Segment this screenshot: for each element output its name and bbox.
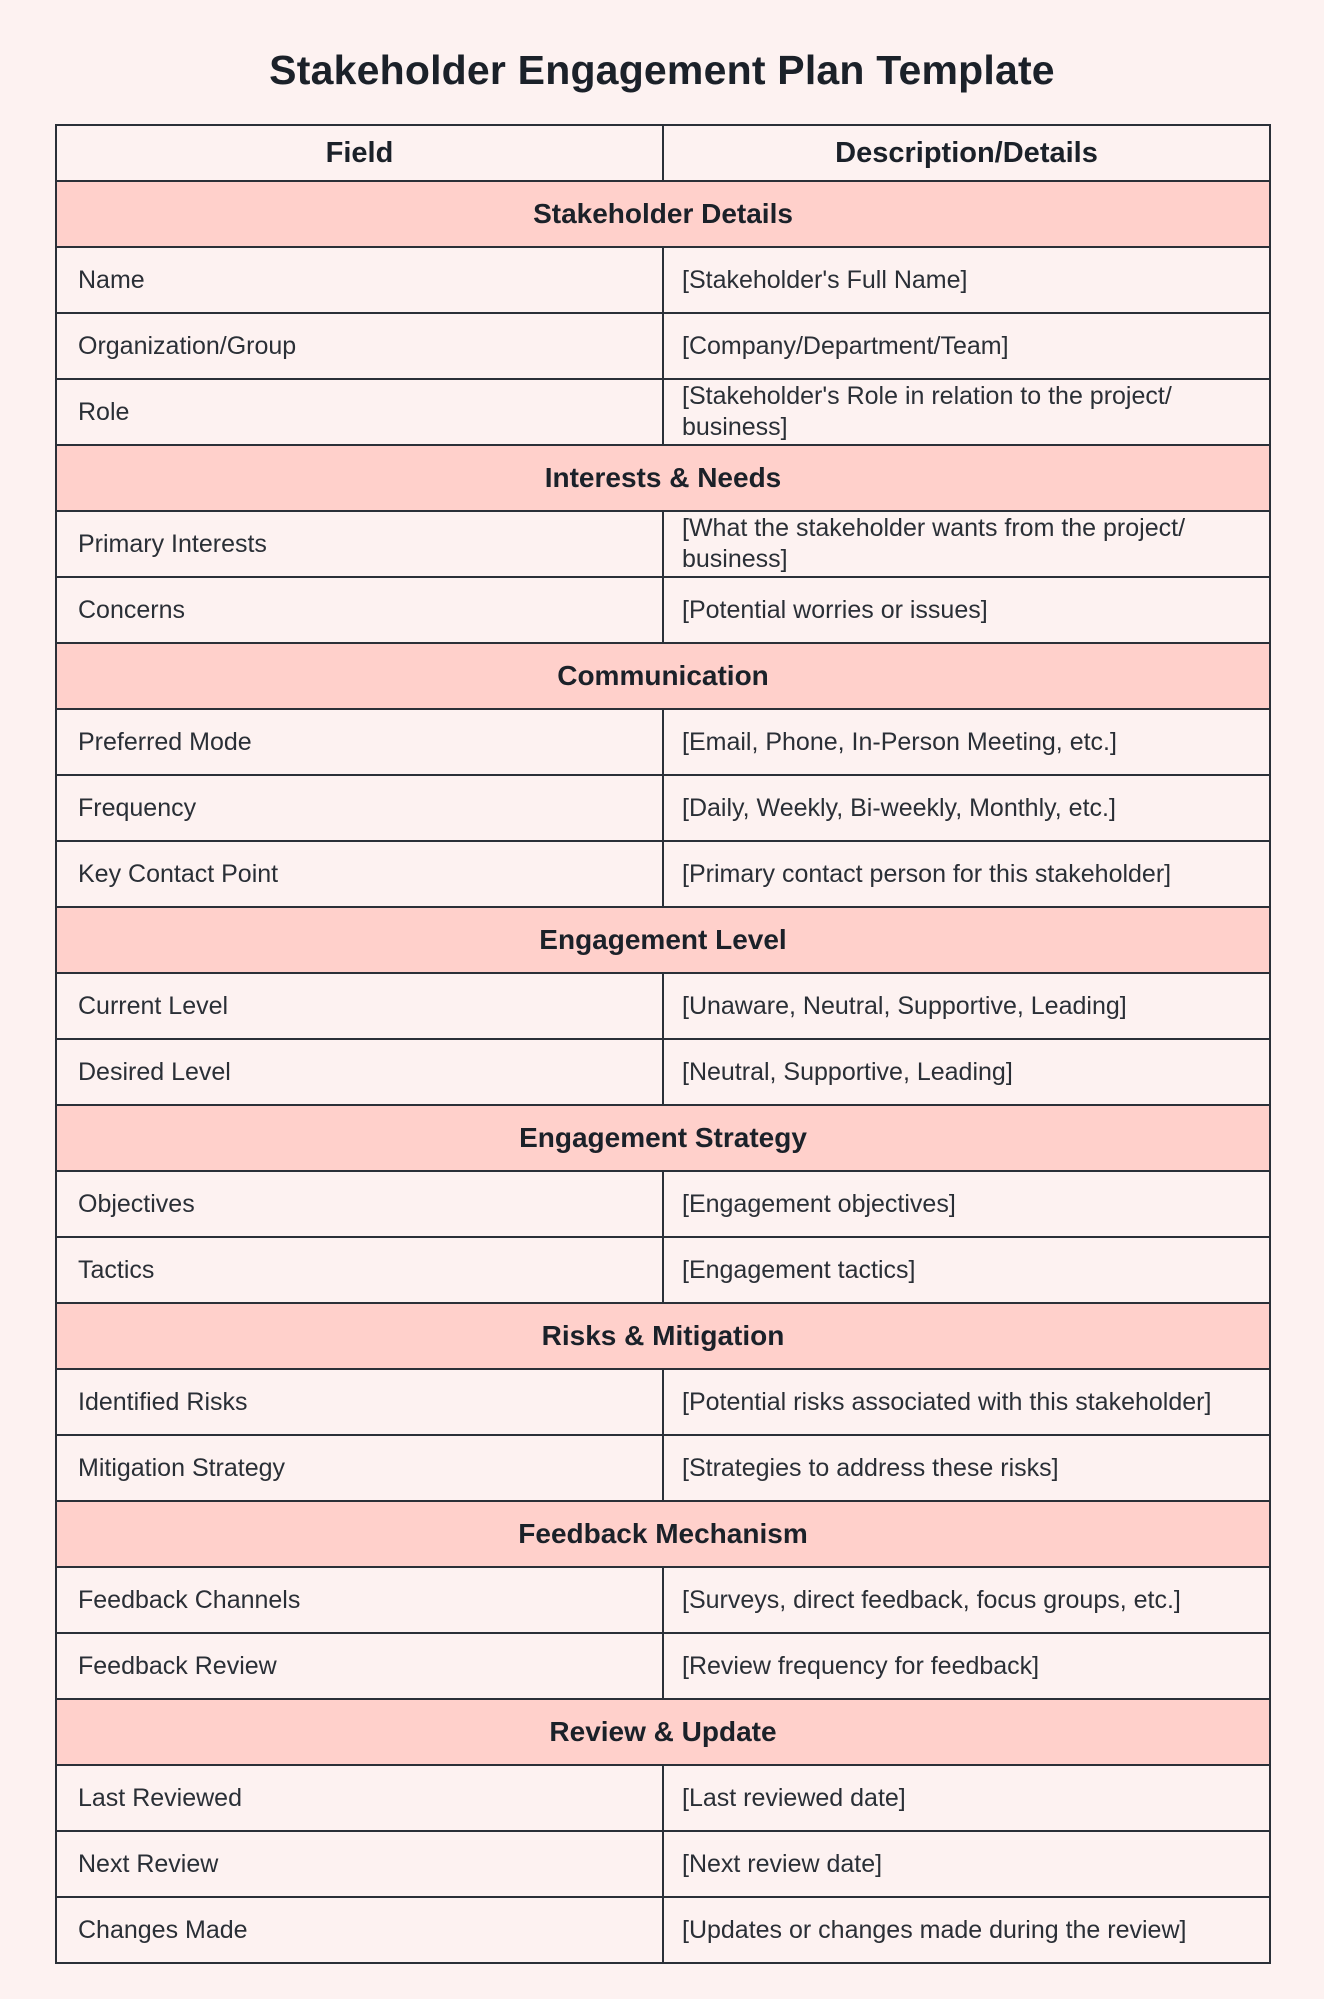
section-header-row [56, 1303, 1270, 1369]
section-header-row [56, 445, 1270, 511]
table-row [56, 841, 1270, 907]
table-row [56, 1237, 1270, 1303]
field-label: Key Contact Point [56, 841, 663, 907]
field-label: Mitigation Strategy [56, 1435, 663, 1501]
table-body [56, 181, 1270, 1963]
section-title: Communication [56, 643, 1270, 709]
field-label: Concerns [56, 577, 663, 643]
table-row [56, 973, 1270, 1039]
table-row [56, 313, 1270, 379]
engagement-plan-table [55, 124, 1271, 1964]
column-header-field: Field [56, 125, 663, 181]
field-label: Next Review [56, 1831, 663, 1897]
field-label: Name [56, 247, 663, 313]
table-row [56, 1435, 1270, 1501]
field-label: Last Reviewed [56, 1765, 663, 1831]
field-description[interactable]: [Stakeholder's Role in relation to the project/ business] [663, 379, 1270, 445]
field-label: Primary Interests [56, 511, 663, 577]
table-row [56, 1039, 1270, 1105]
field-label: Organization/Group [56, 313, 663, 379]
table-row [56, 379, 1270, 445]
field-description[interactable]: [Last reviewed date] [663, 1765, 1270, 1831]
table-row [56, 709, 1270, 775]
field-description[interactable]: [Next review date] [663, 1831, 1270, 1897]
field-description[interactable]: [Unaware, Neutral, Supportive, Leading] [663, 973, 1270, 1039]
field-description[interactable]: [Daily, Weekly, Bi-weekly, Monthly, etc.] [663, 775, 1270, 841]
section-header-row [56, 1699, 1270, 1765]
field-description[interactable]: [Review frequency for feedback] [663, 1633, 1270, 1699]
section-title: Risks & Mitigation [56, 1303, 1270, 1369]
table-row [56, 247, 1270, 313]
section-header-row [56, 1105, 1270, 1171]
section-title: Stakeholder Details [56, 181, 1270, 247]
section-header-row [56, 1501, 1270, 1567]
section-header-row [56, 907, 1270, 973]
field-description[interactable]: [Potential risks associated with this stakeholder] [663, 1369, 1270, 1435]
table-row [56, 1567, 1270, 1633]
field-label: Objectives [56, 1171, 663, 1237]
field-description[interactable]: [Updates or changes made during the review] [663, 1897, 1270, 1963]
section-title: Interests & Needs [56, 445, 1270, 511]
field-description[interactable]: [Surveys, direct feedback, focus groups, etc.] [663, 1567, 1270, 1633]
field-description[interactable]: [Primary contact person for this stakeholder] [663, 841, 1270, 907]
field-description[interactable]: [Company/Department/Team] [663, 313, 1270, 379]
field-label: Feedback Channels [56, 1567, 663, 1633]
column-header-description: Description/Details [663, 125, 1270, 181]
table-row [56, 1171, 1270, 1237]
section-header-row [56, 181, 1270, 247]
field-description[interactable]: [What the stakeholder wants from the project/ business] [663, 511, 1270, 577]
field-description[interactable]: [Engagement tactics] [663, 1237, 1270, 1303]
field-label: Preferred Mode [56, 709, 663, 775]
field-description[interactable]: [Stakeholder's Full Name] [663, 247, 1270, 313]
table-row [56, 577, 1270, 643]
field-label: Tactics [56, 1237, 663, 1303]
field-label: Identified Risks [56, 1369, 663, 1435]
field-label: Role [56, 379, 663, 445]
field-label: Current Level [56, 973, 663, 1039]
table-row [56, 511, 1270, 577]
table-header-row [56, 125, 1270, 181]
table-row [56, 1897, 1270, 1963]
field-description[interactable]: [Email, Phone, In-Person Meeting, etc.] [663, 709, 1270, 775]
section-title: Review & Update [56, 1699, 1270, 1765]
table-row [56, 1765, 1270, 1831]
field-description[interactable]: [Strategies to address these risks] [663, 1435, 1270, 1501]
section-title: Feedback Mechanism [56, 1501, 1270, 1567]
field-label: Feedback Review [56, 1633, 663, 1699]
table-row [56, 775, 1270, 841]
section-title: Engagement Level [56, 907, 1270, 973]
page-title: Stakeholder Engagement Plan Template [269, 47, 1055, 93]
table-row [56, 1633, 1270, 1699]
field-label: Frequency [56, 775, 663, 841]
field-label: Desired Level [56, 1039, 663, 1105]
field-description[interactable]: [Neutral, Supportive, Leading] [663, 1039, 1270, 1105]
field-description[interactable]: [Potential worries or issues] [663, 577, 1270, 643]
section-title: Engagement Strategy [56, 1105, 1270, 1171]
field-description[interactable]: [Engagement objectives] [663, 1171, 1270, 1237]
section-header-row [56, 643, 1270, 709]
table-row [56, 1369, 1270, 1435]
field-label: Changes Made [56, 1897, 663, 1963]
table-row [56, 1831, 1270, 1897]
